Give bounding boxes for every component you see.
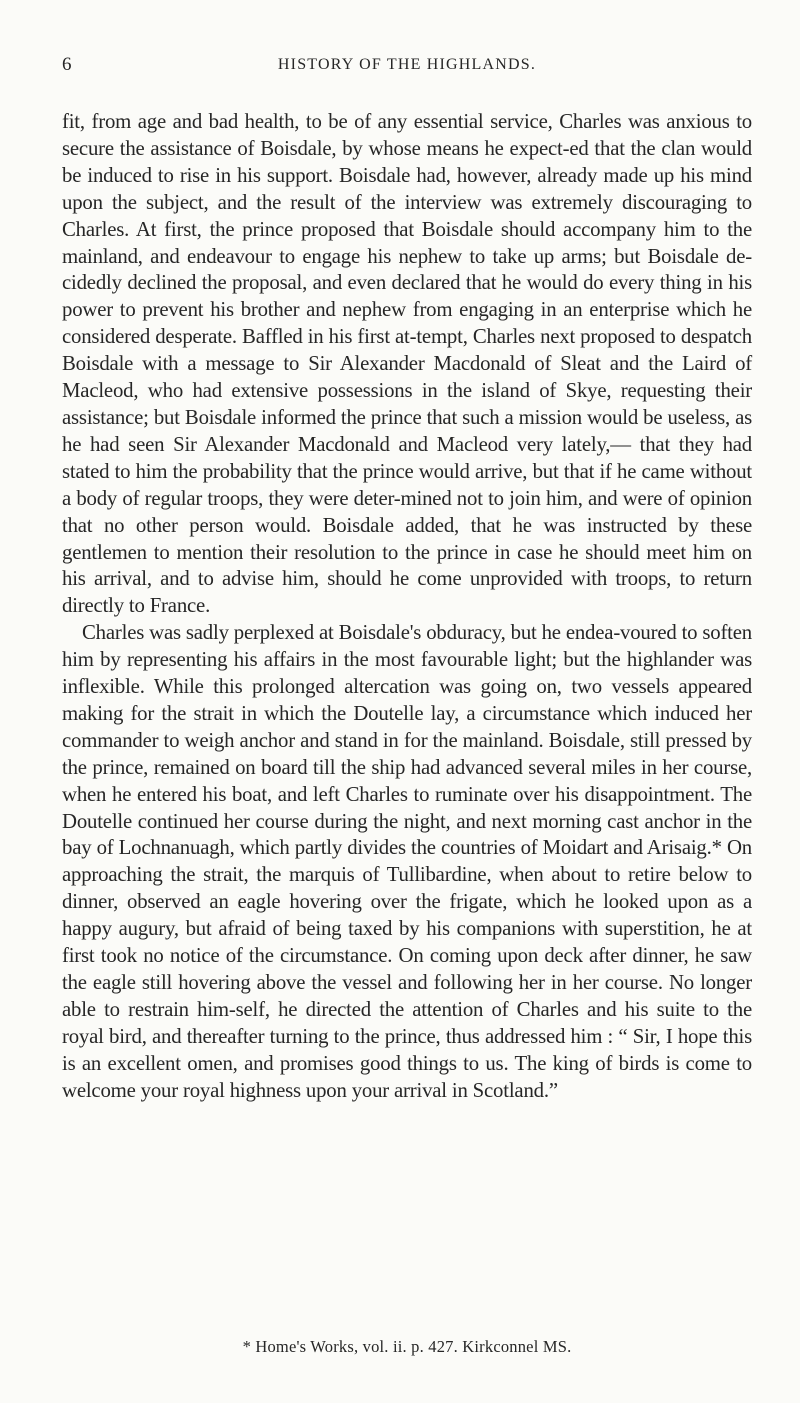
paragraph: Charles was sadly perplexed at Boisdale's obduracy, but he endea-voured to soften him by representing his affairs in the most favourable light; but the highlander was inflexible. While this prolonged altercation was going on, two vessels appeared making for the strait in which the Doutelle lay, a circumstance which induced her commander to weigh anchor and stand in for the mainland. Boisdale, still pressed by the prince, remained on board till the ship had advanced several miles in her course, when he entered his boat, and left Charles to ruminate over his disappointment. The Doutelle continued her course during the night, and next morning cast anchor in the bay of Lochnanuagh, which partly divides the countries of Moidart and Arisaig.* On approaching the strait, the marquis of Tullibardine, when about to retire below to dinner, observed an eagle hovering over the frigate, which he looked upon as a happy augury, but afraid of being taxed by his companions with superstition, he at first took no notice of the circumstance. On coming upon deck after dinner, he saw the eagle still hovering above the vessel and following her in her course. No longer able to restrain him-self, he directed the attention of Charles and his suite to the royal bird, and thereafter turning to the prince, thus addressed him : “ Sir, I hope this is an excellent omen, and promises good things to us. The king of birds is come to welcome your royal highness upon your arrival in Scotland.” [62, 621, 752, 1102]
body-text [62, 109, 752, 1105]
paragraph: fit, from age and bad health, to be of any essential service, Charles was anxious to secure the assistance of Boisdale, by whose means he expect-ed that the clan would be induced to rise in his support. Boisdale had, however, already made up his mind upon the subject, and the result of the interview was extremely discouraging to Charles. At first, the prince proposed that Boisdale should accompany him to the mainland, and endeavour to engage his nephew to take up arms; but Boisdale de-cidedly declined the proposal, and even declared that he would do every thing in his power to prevent his brother and nephew from engaging in an enterprise which he considered desperate. Baffled in his first at-tempt, Charles next proposed to despatch Boisdale with a message to Sir Alexander Macdonald of Sleat and the Laird of Macleod, who had extensive possessions in the island of Skye, requesting their assistance; but Boisdale informed the prince that such a mission would be useless, as he had seen Sir Alexander Macdonald and Macleod very lately,— that they had stated to him the probability that the prince would arrive, but that if he came without a body of regular troops, they were deter-mined not to join him, and were of opinion that no other person would. Boisdale added, that he was instructed by these gentlemen to mention their resolution to the prince in case he should meet him on his arrival, and to advise him, should he come unprovided with troops, to return directly to France. [62, 110, 752, 618]
running-head: HISTORY OF THE HIGHLANDS. [277, 56, 537, 73]
footnote: * Home's Works, vol. ii. p. 427. Kirkconnel MS. [242, 1337, 572, 1356]
page-number: 6 [62, 54, 72, 75]
page-header [62, 47, 752, 83]
